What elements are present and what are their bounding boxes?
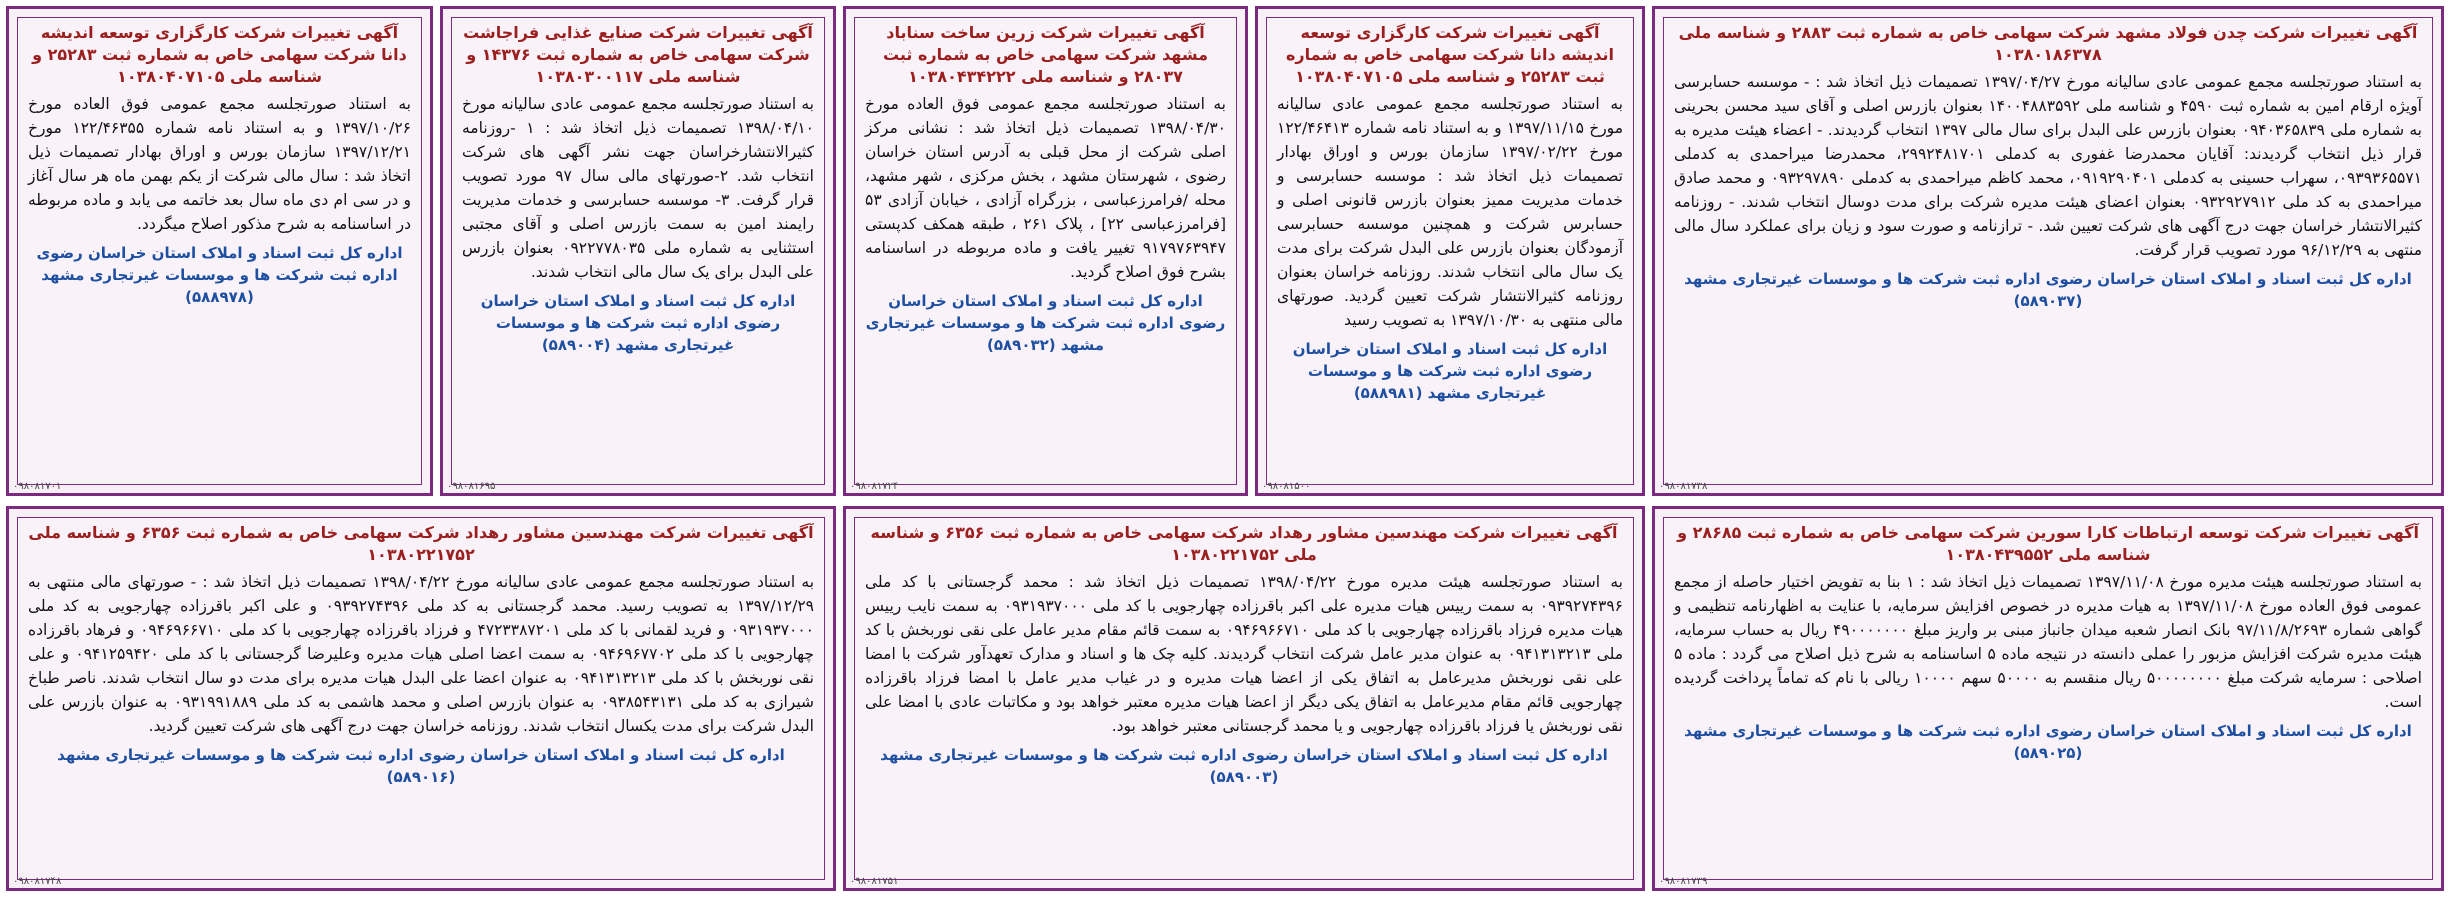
ad-body: به استناد صورتجلسه مجمع عمومی عادی سالیانه مورخ ۱۳۹۷/۱۱/۱۵ و به استناد نامه شماره ۱۲۲/۴۶۴۱۳ مورخ ۱۳۹۷/۰۲/۲۲ سازمان بورس و اوراق بهادار تصمیمات ذیل اتخاذ شد : موسسه حسابرسی و خدمات مدیریت ممیز بعنوان بازرس قانونی اصلی و حسابرس شرکت و همچنین موسسه حسابرسی آزمودگان بعنوان بازرس علی البدل شرکت برای مدت یک سال مالی انتخاب شدند. روزنامه خراسان بعنوان روزنامه کثیرالانتشار شرکت تعیین گردید. صورتهای مالی منتهی به ۱۳۹۷/۱۰/۳۰ به تصویب رسید [1277, 95, 1623, 329]
ad-code: ۰۹۸۰۸۱۷۲۴ [850, 481, 899, 492]
ad-code: ۰۹۸۰۸۱۷۵۱ [850, 876, 899, 887]
ad-code: ۰۹۸۰۸۱۷۳۹ [1659, 876, 1708, 887]
ad-title: آگهی تغییرات شرکت کارگزاری توسعه اندیشه دانا شرکت سهامی خاص به شماره ثبت ۲۵۲۸۳ و شناسه ملی ۱۰۳۸۰۴۰۷۱۰۵ [32, 23, 407, 86]
ad-code: ۰۹۸۰۸۱۷۴۸ [13, 876, 62, 887]
ad-content [17, 17, 422, 485]
ad-code: ۰۹۸۰۸۱۷۳۸ [1659, 481, 1708, 492]
ad-box-kara-sorin [1652, 506, 2444, 891]
ad-content [1266, 17, 1634, 485]
ad-content [17, 517, 825, 880]
ad-body: به استناد صورتجلسه مجمع عمومی عادی سالیانه مورخ ۱۳۹۷/۰۴/۲۷ تصمیمات ذیل اتخاذ شد : - موسسه حسابرسی آویژه ارقام امین به شماره ثبت ۴۵۹۰ و شناسه ملی ۱۴۰۰۴۸۸۳۵۹۲ بعنوان بازرس اصلی و آقای سید محسن بحرینی به شماره ملی ۰۹۴۰۳۶۵۸۳۹ بعنوان بازرس علی البدل برای سال مالی ۱۳۹۷ انتخاب گردیدند. - اعضاء هیئت مدیره به قرار ذیل انتخاب گردیدند: آقایان محمدرضا غفوری به کدملی ۲۹۹۲۴۸۱۷۰۱، محمدرضا میراحمدی به کدملی ۰۹۳۹۳۶۵۵۷۱، سهراب حسینی به کدملی ۰۹۱۹۲۹۰۴۰۱، محمد کاظم میراحمدی به کدملی ۰۹۳۲۹۷۸۹۰ و محمد صادق میراحمدی به کد ملی ۰۹۳۲۹۲۷۹۱۲ بعنوان اعضای هیئت مدیره شرکت برای مدت دوسال انتخاب شدند. - روزنامه کثیرالانتشار خراسان جهت درج آگهی های شرکت تعیین شد. - ترازنامه و صورت سود و زیان برای عملکرد سال مالی منتهی به ۹۶/۱۲/۲۹ مورد تصویب قرار گرفت. [1674, 73, 2422, 259]
ad-footer: اداره کل ثبت اسناد و املاک استان خراسان رضوی اداره ثبت شرکت ها و موسسات غیرتجاری مشهد (۵۸۹۰۰۳) [880, 746, 1608, 786]
ad-footer: اداره کل ثبت اسناد و املاک استان خراسان رضوی اداره ثبت شرکت ها و موسسات غیرتجاری مشهد (۵۸۸۹۷۸) [36, 244, 403, 306]
ad-body: به استناد صورتجلسه مجمع عمومی فوق العاده مورخ ۱۳۹۸/۰۴/۳۰ تصمیمات ذیل اتخاذ شد : نشانی مرکز اصلی شرکت از محل قبلی به آدرس استان خراسان رضوی ، شهرستان مشهد ، بخش مرکزی ، شهر مشهد، محله /فرامرزعباسی ، بزرگراه آزادی ، خیابان آزادی ۵۳ [فرامرزعباسی ۲۲] ، پلاک ۲۶۱ ، طبقه همکف کدپستی ۹۱۷۹۷۶۳۹۴۷ تغییر یافت و ماده مربوطه در اساسنامه بشرح فوق اصلاح گردید. [865, 95, 1226, 281]
ad-content [1663, 517, 2433, 880]
ad-box-farajasht [440, 6, 836, 496]
ad-footer: اداره کل ثبت اسناد و املاک استان خراسان رضوی اداره ثبت شرکت ها و موسسات غیرتجاری مشهد (۵۸۹۰۳۷) [1684, 270, 2412, 310]
ad-content [1663, 17, 2433, 485]
ad-footer: اداره کل ثبت اسناد و املاک استان خراسان رضوی اداره ثبت شرکت ها و موسسات غیرتجاری مشهد (۵۸۹۰۲۵) [1684, 722, 2412, 762]
ad-title: آگهی تغییرات شرکت مهندسین مشاور رهداد شرکت سهامی خاص به شماره ثبت ۶۳۵۶ و شناسه ملی ۱۰۳۸۰۲۲۱۷۵۲ [870, 523, 1618, 564]
ad-title: آگهی تغییرات شرکت زرین ساخت سناباد مشهد شرکت سهامی خاص به شماره ثبت ۲۸۰۳۷ و شناسه ملی ۱۰۳۸۰۴۳۴۲۲۲ [882, 23, 1209, 86]
ad-body: به استناد صورتجلسه مجمع عمومی عادی سالیانه مورخ ۱۳۹۸/۰۴/۲۲ تصمیمات ذیل اتخاذ شد : - صورتهای مالی منتهی به ۱۳۹۷/۱۲/۲۹ به تصویب رسید. محمد گرجستانی به کد ملی ۰۹۳۹۲۷۴۳۹۶ و علی اکبر باقرزاده چهارجویی به کد ملی ۰۹۳۱۹۳۷۰۰۰ و فرید لقمانی با کد ملی ۴۷۲۳۳۸۷۲۰۱ و فرزاد باقرزاده چهارجویی با کد ملی ۰۹۴۶۹۶۶۷۱۰ و فرهاد باقرزاده چهارجویی با کد ملی ۰۹۴۶۹۶۷۷۰۲ به سمت اعضا اصلی هیات مدیره وعلیرضا گرجستانی با کد ملی ۰۹۴۱۲۵۹۴۲۰ و علی نقی نوربخش با کد ملی ۰۹۴۱۳۱۳۲۱۳ به عنوان اعضا علی البدل هیات مدیره برای مدت دو سال انتخاب شدند. ناصر طباخ شیرازی به کد ملی ۰۹۳۸۵۴۳۱۳۱ به عنوان بازرس اصلی و محمد هاشمی به کد ملی ۰۹۳۱۹۹۱۸۸۹ به عنوان بازرس علی البدل شرکت برای مدت یکسال انتخاب شدند. روزنامه خراسان جهت درج آگهی های شرکت تعیین گردید. [28, 573, 815, 735]
ad-code: ۰۹۸۰۸۱۷۰۱ [13, 481, 62, 492]
ad-box-andishe-dana-1 [6, 6, 433, 496]
ad-footer: اداره کل ثبت اسناد و املاک استان خراسان رضوی اداره ثبت شرکت ها و موسسات غیرتجاری مشهد (۵۸۹۰۰۴) [480, 292, 796, 354]
ad-title: آگهی تغییرات شرکت کارگزاری توسعه اندیشه دانا شرکت سهامی خاص به شماره ثبت ۲۵۲۸۳ و شناسه ملی ۱۰۳۸۰۴۰۷۱۰۵ [1285, 23, 1615, 86]
ad-body: به استناد صورتجلسه مجمع عمومی فوق العاده مورخ ۱۳۹۷/۱۰/۲۶ و به استناد نامه شماره ۱۲۲/۴۶۳۵۵ مورخ ۱۳۹۷/۱۲/۲۱ سازمان بورس و اوراق بهادار تصمیمات ذیل اتخاذ شد : سال مالی شرکت از یکم بهمن ماه هر سال آغاز و در سی ام دی ماه سال بعد خاتمه می یابد و ماده مربوطه در اساسنامه به شرح مذکور اصلاح میگردد. [28, 95, 411, 233]
ad-box-zarin-sakht [843, 6, 1248, 496]
ad-content [854, 517, 1634, 880]
ad-box-rahdad-board [843, 506, 1645, 891]
ad-title: آگهی تغییرات شرکت مهندسین مشاور رهداد شرکت سهامی خاص به شماره ثبت ۶۳۵۶ و شناسه ملی ۱۰۳۸۰۲۲۱۷۵۲ [28, 523, 814, 564]
ad-content [451, 17, 825, 485]
ad-body: به استناد صورتجلسه مجمع عمومی عادی سالیانه مورخ ۱۳۹۸/۰۴/۱۰ تصمیمات ذیل اتخاذ شد : ۱ -روزنامه کثیرالانتشارخراسان جهت نشر آگهی های شرکت انتخاب شد. ۲-صورتهای مالی سال ۹۷ مورد تصویب قرار گرفت. ۳- موسسه حسابرسی و خدمات مدیریت رایمند امین به سمت بازرس اصلی و آقای مجتبی استثنایی به شماره ملی ۰۹۲۲۷۷۸۰۳۵ بعنوان بازرس علی البدل برای یک سال مالی انتخاب شدند. [462, 95, 814, 281]
ad-content [854, 17, 1237, 485]
ad-footer: اداره کل ثبت اسناد و املاک استان خراسان رضوی اداره ثبت شرکت ها و موسسات غیرتجاری مشهد (۵۸۹۰۳۲) [865, 292, 1226, 354]
ad-box-rahdad-assembly [6, 506, 836, 891]
ad-code: ۰۹۸۰۸۱۶۹۵ [447, 481, 496, 492]
ad-box-chodan-foolad [1652, 6, 2444, 496]
ad-title: آگهی تغییرات شرکت توسعه ارتباطات کارا سورین شرکت سهامی خاص به شماره ثبت ۲۸۶۸۵ و شناسه ملی ۱۰۳۸۰۴۳۹۵۵۲ [1677, 523, 2419, 564]
ad-body: به استناد صورتجلسه هیئت مدیره مورخ ۱۳۹۷/۱۱/۰۸ تصمیمات ذیل اتخاذ شد : ۱ بنا به تفویض اختیار حاصله از مجمع عمومی فوق العاده مورخ ۱۳۹۷/۱۱/۰۸ به هیات مدیره در خصوص افزایش سرمایه، با عنایت به اظهارنامه تنظیمی و گواهی شماره ۹۷/۱۱/۸/۲۶۹۳ بانک انصار شعبه میدان جانباز مبنی بر واریز مبلغ ۴۹۰۰۰۰۰۰۰ ریال به حساب سرمایه، هیئت مدیره شرکت افزایش مزبور را عملی دانسته در نتیجه ماده ۵ اساسنامه به شرح ذیل اصلاح می گردد : ماده ۵ اصلاحی : سرمایه شرکت مبلغ ۵۰۰۰۰۰۰۰۰ ریال منقسم به ۵۰۰۰۰ سهم ۱۰۰۰۰ ریالی با نام که تماماً پرداخت گردیده است. [1674, 573, 2422, 711]
ad-footer: اداره کل ثبت اسناد و املاک استان خراسان رضوی اداره ثبت شرکت ها و موسسات غیرتجاری مشهد (۵۸۸۹۸۱) [1292, 340, 1608, 402]
ad-code: ۰۹۸۰۸۱۵۰۰ [1262, 481, 1311, 492]
ad-title: آگهی تغییرات شرکت چدن فولاد مشهد شرکت سهامی خاص به شماره ثبت ۲۸۸۳ و شناسه ملی ۱۰۳۸۰۱۸۶۳۷۸ [1678, 23, 2418, 64]
ad-footer: اداره کل ثبت اسناد و املاک استان خراسان رضوی اداره ثبت شرکت ها و موسسات غیرتجاری مشهد (۵۸۹۰۱۶) [57, 746, 785, 786]
ad-title: آگهی تغییرات شرکت صنایع غذایی فراجاشت شرکت سهامی خاص به شماره ثبت ۱۴۳۷۶ و شناسه ملی ۱۰۳۸۰۳۰۰۱۱۷ [463, 23, 813, 86]
ad-box-andishe-dana-2 [1255, 6, 1645, 496]
ad-body: به استناد صورتجلسه هیئت مدیره مورخ ۱۳۹۸/۰۴/۲۲ تصمیمات ذیل اتخاذ شد : محمد گرجستانی با کد ملی ۰۹۳۹۲۷۴۳۹۶ به سمت رییس هیات مدیره علی اکبر باقرزاده چهارجویی با کد ملی ۰۹۳۱۹۳۷۰۰۰ به سمت نایب رییس هیات مدیره فرزاد باقرزاده چهارجویی با کد ملی ۰۹۴۶۹۶۶۷۱۰ به سمت قائم مقام مدیر عامل علی نقی نوربخش با کد ملی ۰۹۴۱۳۱۳۲۱۳ به عنوان مدیر عامل شرکت انتخاب گردیدند. کلیه چک ها و اسناد و مدارک تعهدآور شرکت با امضا علی نقی نوربخش مدیرعامل به اتفاق یکی از اعضا هیات مدیره و در غیاب مدیر عامل با امضا فرزاد باقرزاده چهارجویی قائم مقام مدیرعامل به اتفاق یکی دیگر از اعضا هیات مدیره معتبر خواهد بود و مکاتبات عادی با امضا علی نقی نوربخش یا فرزاد باقرزاده چهارجویی و یا محمد گرجستانی معتبر خواهد بود. [865, 573, 1623, 735]
